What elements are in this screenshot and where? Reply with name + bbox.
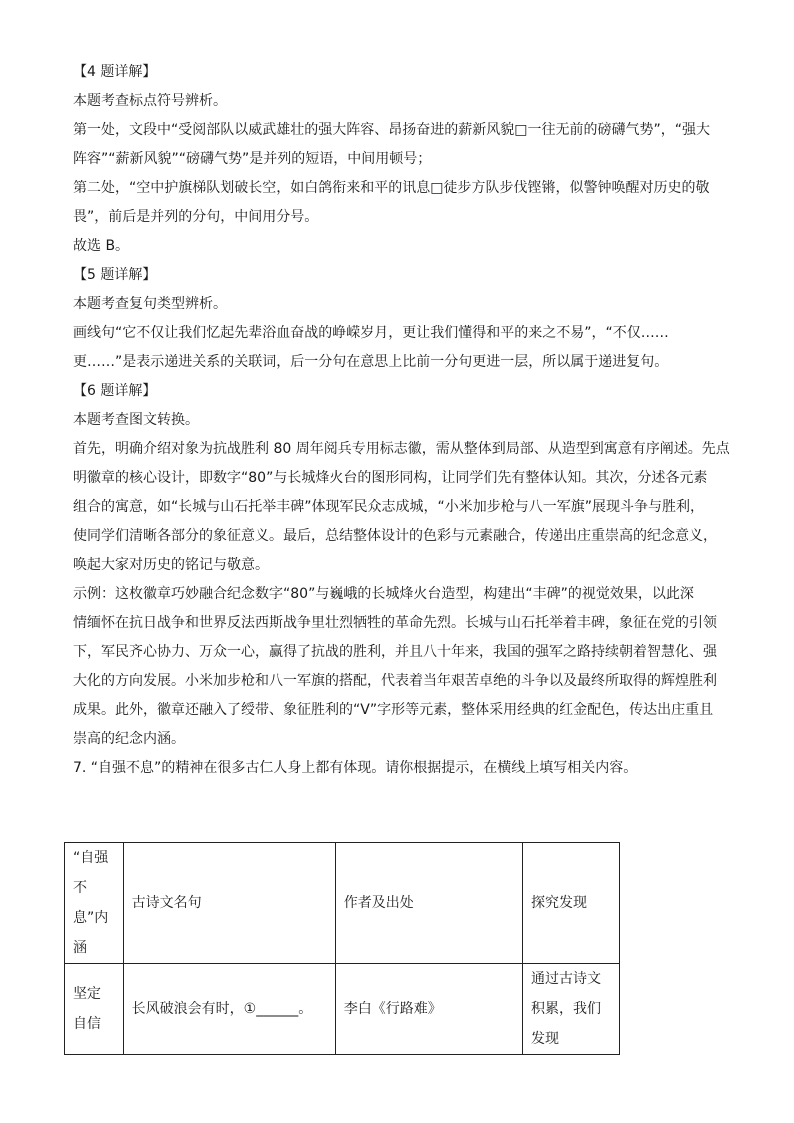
example-line: 大化的方向发展。小米加步枪和八一军旗的搭配，代表着当年艰苦卓绝的斗争以及最终所取得的辉煌胜利	[73, 673, 717, 689]
table-cell: 坚定自信	[65, 964, 124, 1055]
table-cell-blank: 长风破浪会有时，①______。	[123, 964, 335, 1055]
table-header-cell: 作者及出处	[335, 843, 522, 964]
text-line: 第二处，“空中护旗梯队划破长空，如白鸽衔来和平的讯息□徒步方队步伐铿锵，似警钟唤醒对历史的敬	[73, 180, 710, 196]
section-heading-q5: 【5 题详解】	[73, 267, 157, 283]
text-line: 首先，明确介绍对象为抗战胜利 80 周年阅兵专用标志徽，需从整体到局部、从造型到寓意有序阐述。先点	[73, 441, 730, 457]
table-cell: 通过古诗文积累，我们发现	[522, 964, 619, 1055]
answer-line: 故选 B。	[73, 238, 130, 254]
section-heading-q6: 【6 题详解】	[73, 383, 157, 399]
example-line: 示例：这枚徽章巧妙融合纪念数字“80”与巍峨的长城烽火台造型，构建出“丰碑”的视觉效果，以此深	[73, 586, 694, 602]
table-row	[65, 964, 620, 1055]
example-line: 崇高的纪念内涵。	[73, 731, 185, 747]
table-header-cell: 古诗文名句	[123, 843, 335, 964]
text-line: 本题考查标点符号辨析。	[73, 93, 227, 109]
text-line: 组合的寓意，如“长城与山石托举丰碑”体现军民众志成城，“小米加步枪与八一军旗”展现斗争与胜利，	[73, 499, 705, 515]
text-line: 阵容”“薪新风貌”“磅礴气势”是并列的短语，中间用顿号；	[73, 151, 432, 167]
text-line: 本题考查复句类型辨析。	[73, 296, 227, 312]
table-header-cell: 探究发现	[522, 843, 619, 964]
section-heading-q4: 【4 题详解】	[73, 64, 157, 80]
answer-explanation	[73, 62, 733, 787]
example-line: 情缅怀在抗日战争和世界反法西斯战争里壮烈牺牲的革命先烈。长城与山石托举着丰碑，象征在党的引领	[73, 615, 717, 631]
text-line: 唤起大家对历史的铭记与敬意。	[73, 557, 269, 573]
text-line: 畏”，前后是并列的分句，中间用分号。	[73, 209, 319, 225]
example-line: 下，军民齐心协力、万众一心，赢得了抗战的胜利，并且八十年来，我国的强军之路持续朝着智慧化、强	[73, 644, 717, 660]
text-line: 更……”是表示递进关系的关联词，后一分句在意思上比前一分句更进一层，所以属于递进复句。	[73, 354, 669, 370]
table-header-row	[65, 843, 620, 964]
text-line: 使同学们清晰各部分的象征意义。最后，总结整体设计的色彩与元素融合，传递出庄重崇高的纪念意义，	[73, 528, 717, 544]
table-header-cell: “自强不息”内涵	[65, 843, 124, 964]
example-line: 成果。此外，徽章还融入了绶带、象征胜利的“V”字形等元素，整体采用经典的红金配色，传达出庄重且	[73, 702, 714, 718]
text-line: 第一处，文段中“受阅部队以威武雄壮的强大阵容、昂扬奋进的薪新风貌□一往无前的磅礴气势”，“强大	[73, 122, 710, 138]
question-7-prompt: 7. “自强不息”的精神在很多古仁人身上都有体现。请你根据提示，在横线上填写相关内容。	[73, 760, 638, 776]
text-line: 画线句“它不仅让我们忆起先辈浴血奋战的峥嵘岁月，更让我们懂得和平的来之不易”，“不仅……	[73, 325, 669, 341]
text-line: 明徽章的核心设计，即数字“80”与长城烽火台的图形同构，让同学们先有整体认知。其次，分述各元素	[73, 470, 708, 486]
table-cell: 李白《行路难》	[335, 964, 522, 1055]
text-line: 本题考查图文转换。	[73, 412, 199, 428]
question-7-table	[64, 842, 620, 1055]
